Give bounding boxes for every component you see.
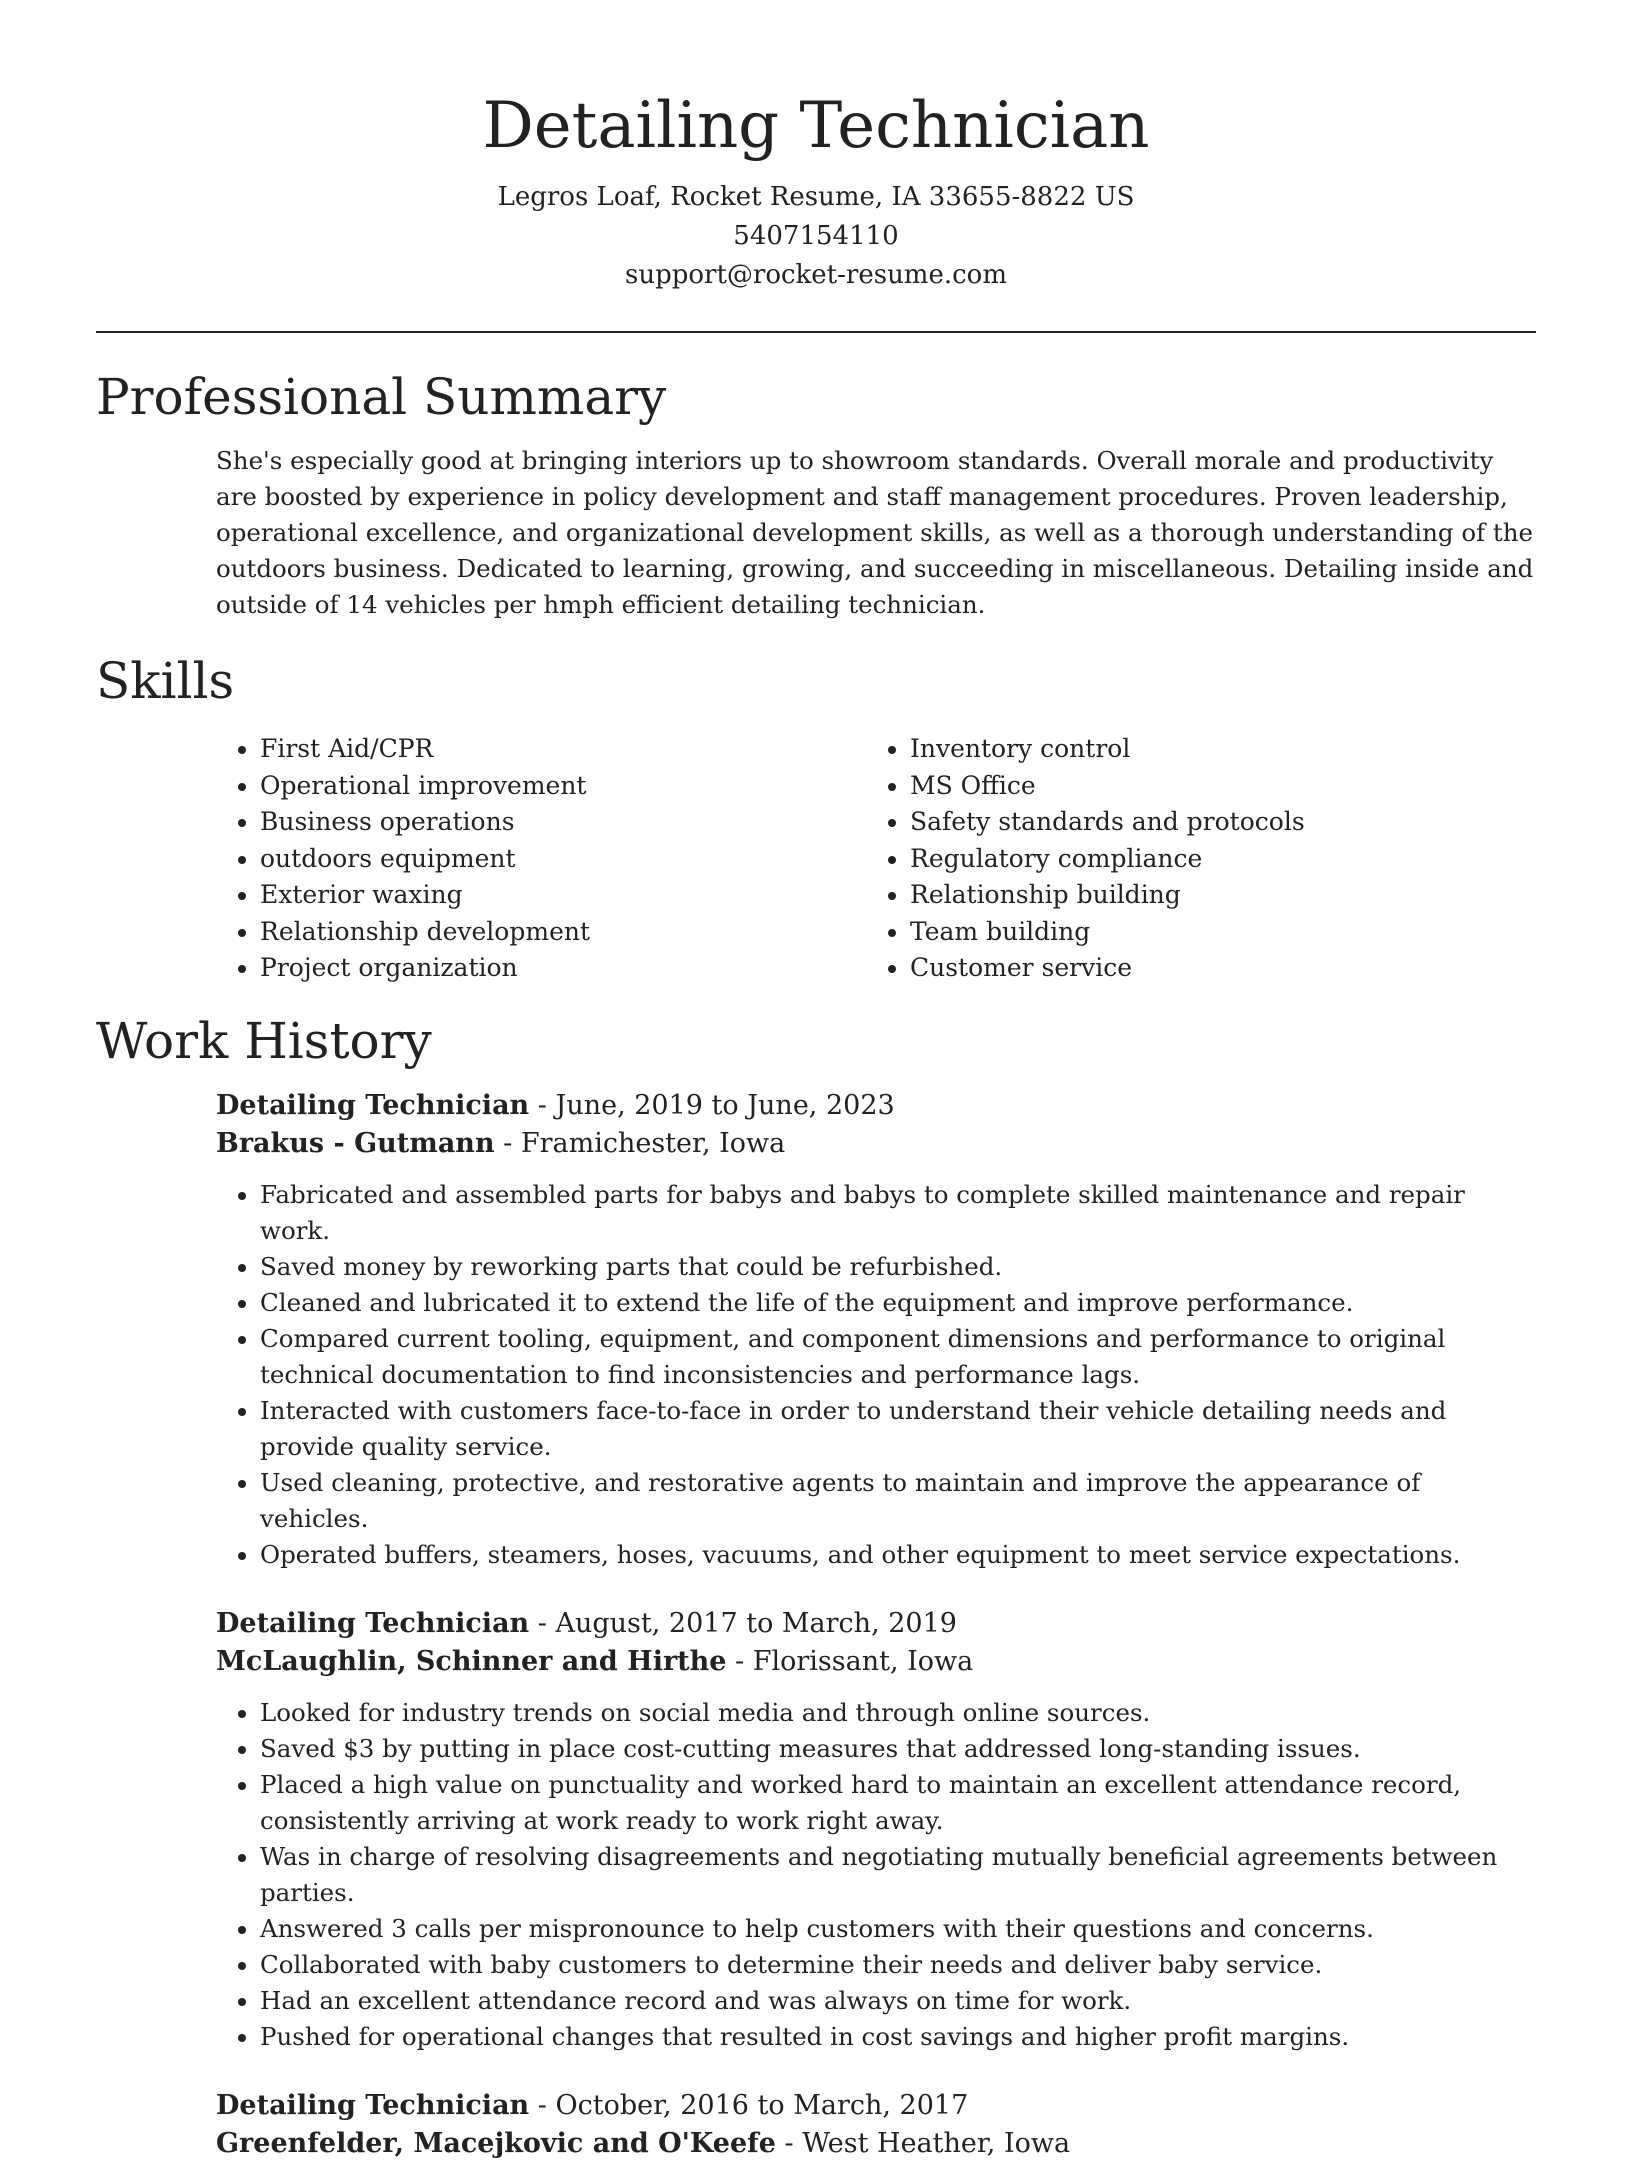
- job-dates: - June, 2019 to June, 2023: [529, 1089, 895, 1121]
- job-duties: [216, 1177, 1536, 1573]
- resume-page: [96, 0, 1536, 2163]
- skill-item: • Business operations: [260, 804, 866, 841]
- contact-info: [96, 178, 1536, 295]
- job-entry: [216, 1605, 1536, 2055]
- skill-item: • Team building: [910, 914, 1516, 951]
- job-title-line: [216, 1087, 1536, 1125]
- job-location: - Framichester, Iowa: [494, 1127, 786, 1159]
- job-duty-item: • Fabricated and assembled parts for babys and babys to complete skilled maintenance and repair work.: [260, 1177, 1536, 1249]
- job-duty-item: • Was in charge of resolving disagreements and negotiating mutually beneficial agreements between parties.: [260, 1839, 1536, 1911]
- summary-section: [96, 365, 1536, 623]
- job-dates: - August, 2017 to March, 2019: [529, 1607, 957, 1639]
- job-employer-line: [216, 2125, 1536, 2163]
- skill-item: • Exterior waxing: [260, 877, 866, 914]
- job-role: Detailing Technician: [216, 2089, 530, 2121]
- contact-email: support@rocket-resume.com: [624, 260, 1007, 290]
- job-duty-item: • Looked for industry trends on social media and through online sources.: [260, 1695, 1536, 1731]
- skill-item: • MS Office: [910, 768, 1516, 805]
- job-employer-line: [216, 1125, 1536, 1163]
- skill-item: • Relationship building: [910, 877, 1516, 914]
- job-duty-item: • Saved money by reworking parts that could be refurbished.: [260, 1249, 1536, 1285]
- skill-item: • outdoors equipment: [260, 841, 866, 878]
- skill-item: • Project organization: [260, 950, 866, 987]
- job-title-line: [216, 2087, 1536, 2125]
- job-duty-item: • Had an excellent attendance record and was always on time for work.: [260, 1983, 1536, 2019]
- summary-text: She's especially good at bringing interiors up to showroom standards. Overall morale and productivity are boosted by experience in policy development and staff management procedures. Proven leadership, operational excellence, and organizational development skills, as well as a thorough understanding of the outdoors business. Dedicated to learning, growing, and succeeding in miscellaneous. Detailing inside and outside of 14 vehicles per hmph efficient detailing technician.: [216, 446, 1534, 619]
- contact-phone: 5407154110: [733, 221, 899, 251]
- contact-address: Legros Loaf, Rocket Resume, IA 33655-8822 US: [497, 182, 1135, 212]
- job-duty-item: • Answered 3 calls per mispronounce to help customers with their questions and concerns.: [260, 1911, 1536, 1947]
- work-history-heading: Work History: [96, 1011, 432, 1070]
- skill-item: • Regulatory compliance: [910, 841, 1516, 878]
- candidate-name: Detailing Technician: [482, 89, 1150, 163]
- job-duty-item: • Compared current tooling, equipment, and component dimensions and performance to original technical documentation to find inconsistencies and performance lags.: [260, 1321, 1536, 1393]
- job-company: Greenfelder, Macejkovic and O'Keefe: [216, 2127, 776, 2159]
- header-divider: [96, 331, 1536, 333]
- job-duty-item: • Cleaned and lubricated it to extend the life of the equipment and improve performance.: [260, 1285, 1536, 1321]
- job-duty-item: • Operated buffers, steamers, hoses, vacuums, and other equipment to meet service expectations.: [260, 1537, 1536, 1573]
- skill-item: • Inventory control: [910, 731, 1516, 768]
- skills-section: [96, 649, 1536, 987]
- skill-item: • Customer service: [910, 950, 1516, 987]
- skills-grid: [216, 731, 1536, 987]
- skill-item: • Safety standards and protocols: [910, 804, 1516, 841]
- job-company: McLaughlin, Schinner and Hirthe: [216, 1645, 727, 1677]
- job-role: Detailing Technician: [216, 1607, 530, 1639]
- job-duties: [216, 1695, 1536, 2055]
- job-duty-item: • Used cleaning, protective, and restorative agents to maintain and improve the appearance of vehicles.: [260, 1465, 1536, 1537]
- skill-item: • Operational improvement: [260, 768, 866, 805]
- job-duty-item: • Interacted with customers face-to-face in order to understand their vehicle detailing needs and provide quality service.: [260, 1393, 1536, 1465]
- resume-header: [96, 0, 1536, 295]
- skill-item: • Relationship development: [260, 914, 866, 951]
- job-employer-line: [216, 1643, 1536, 1681]
- job-duty-item: • Placed a high value on punctuality and worked hard to maintain an excellent attendance record, consistently arriving at work ready to work right away.: [260, 1767, 1536, 1839]
- job-entry: [216, 2087, 1536, 2163]
- job-location: - West Heather, Iowa: [775, 2127, 1071, 2159]
- summary-heading: Professional Summary: [96, 368, 667, 426]
- skills-column-left: [216, 731, 866, 987]
- job-duty-item: • Collaborated with baby customers to determine their needs and deliver baby service.: [260, 1947, 1536, 1983]
- job-dates: - October, 2016 to March, 2017: [529, 2089, 969, 2121]
- skills-heading: Skills: [96, 652, 235, 710]
- job-duty-item: • Saved $3 by putting in place cost-cutting measures that addressed long-standing issues.: [260, 1731, 1536, 1767]
- skills-column-right: [866, 731, 1516, 987]
- job-title-line: [216, 1605, 1536, 1643]
- job-duty-item: • Pushed for operational changes that resulted in cost savings and higher profit margins.: [260, 2019, 1536, 2055]
- job-role: Detailing Technician: [216, 1089, 530, 1121]
- job-location: - Florissant, Iowa: [726, 1645, 974, 1677]
- work-history-section: [96, 1009, 1536, 2163]
- skill-item: • First Aid/CPR: [260, 731, 866, 768]
- job-company: Brakus - Gutmann: [216, 1127, 495, 1159]
- job-entry: [216, 1087, 1536, 1573]
